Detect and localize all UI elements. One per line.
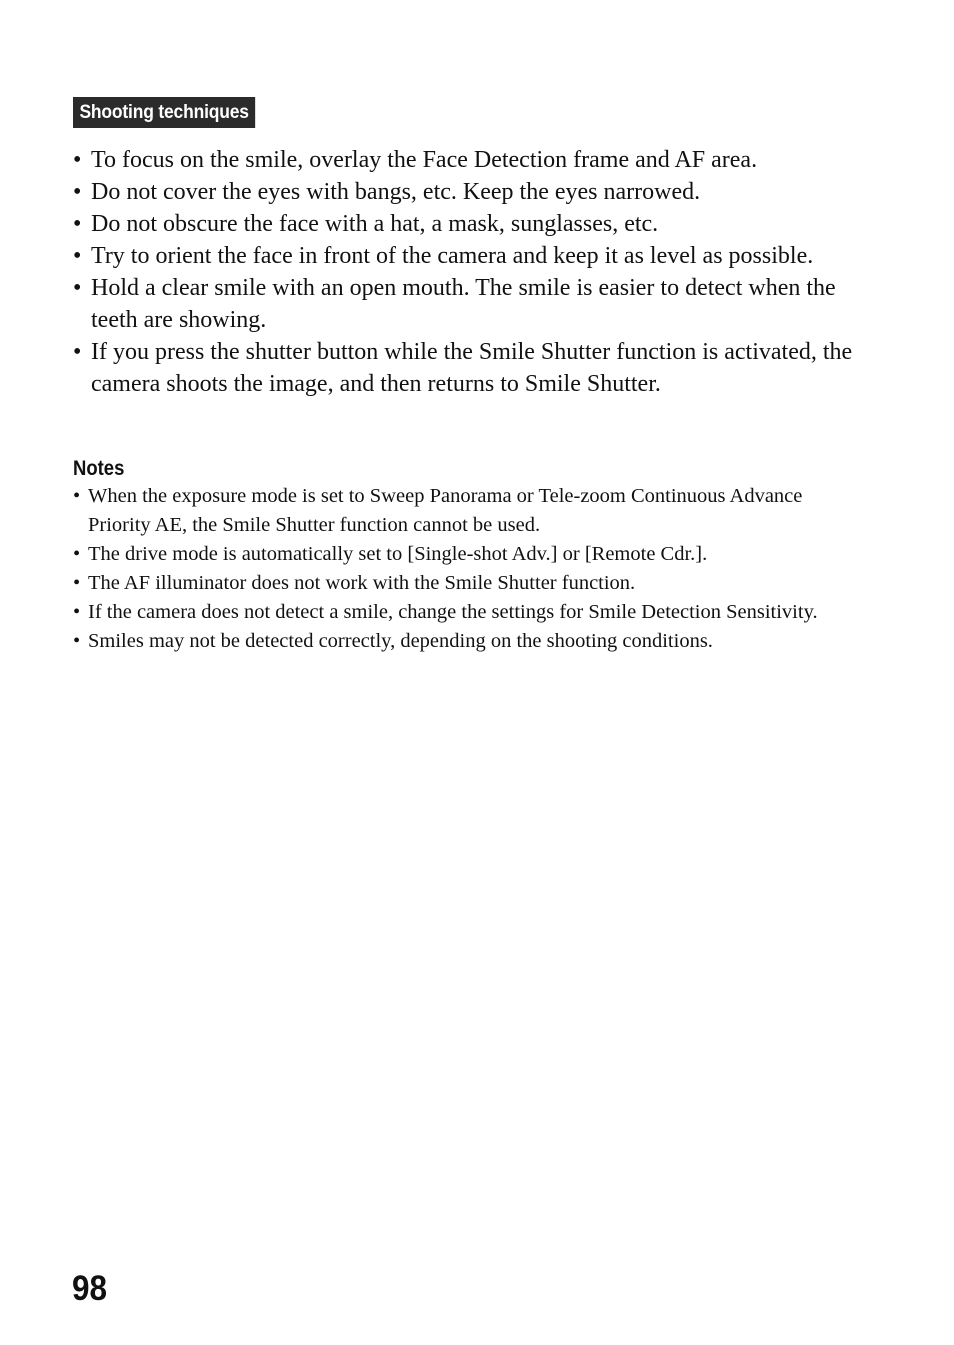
bullet: • (73, 543, 81, 565)
note-text: Smiles may not be detected correctly, depending on the shooting conditions. (88, 630, 713, 652)
note-item (73, 627, 863, 656)
bullet: • (73, 179, 82, 205)
note-text: If the camera does not detect a smile, change the settings for Smile Detection Sensitivity. (88, 601, 818, 623)
note-item (73, 598, 863, 627)
tip-text: If you press the shutter button while the Smile Shutter function is activated, the camera shoots the image, and then returns to Smile Shutter. (91, 339, 853, 397)
tip-item (73, 144, 863, 176)
bullet: • (73, 275, 82, 301)
bullet: • (73, 601, 81, 623)
section-label: Shooting techniques (73, 97, 255, 128)
tip-item (73, 336, 863, 400)
bullet: • (73, 630, 81, 652)
bullet: • (73, 485, 81, 507)
note-item (73, 540, 863, 569)
notes-heading: Notes (73, 457, 125, 480)
tip-item (73, 176, 863, 208)
tip-text: To focus on the smile, overlay the Face Detection frame and AF area. (91, 147, 758, 173)
bullet: • (73, 211, 82, 237)
note-item (73, 569, 863, 598)
page-number: 98 (72, 1269, 108, 1308)
shooting-tips-list (73, 144, 863, 400)
bullet: • (73, 339, 82, 365)
note-item (73, 482, 863, 540)
tip-item (73, 272, 863, 336)
notes-list (73, 482, 863, 656)
bullet: • (73, 243, 82, 269)
tip-text: Do not cover the eyes with bangs, etc. Keep the eyes narrowed. (91, 179, 701, 205)
note-text: When the exposure mode is set to Sweep Panorama or Tele-zoom Continuous Advance Priority AE, the Smile Shutter function cannot be used. (88, 485, 803, 536)
note-text: The AF illuminator does not work with the Smile Shutter function. (88, 572, 636, 594)
note-text: The drive mode is automatically set to [Single-shot Adv.] or [Remote Cdr.]. (88, 543, 708, 565)
tip-text: Try to orient the face in front of the camera and keep it as level as possible. (91, 243, 814, 269)
tip-text: Hold a clear smile with an open mouth. The smile is easier to detect when the teeth are showing. (91, 275, 836, 333)
bullet: • (73, 147, 82, 173)
tip-text: Do not obscure the face with a hat, a mask, sunglasses, etc. (91, 211, 659, 237)
tip-item (73, 208, 863, 240)
bullet: • (73, 572, 81, 594)
tip-item (73, 240, 863, 272)
